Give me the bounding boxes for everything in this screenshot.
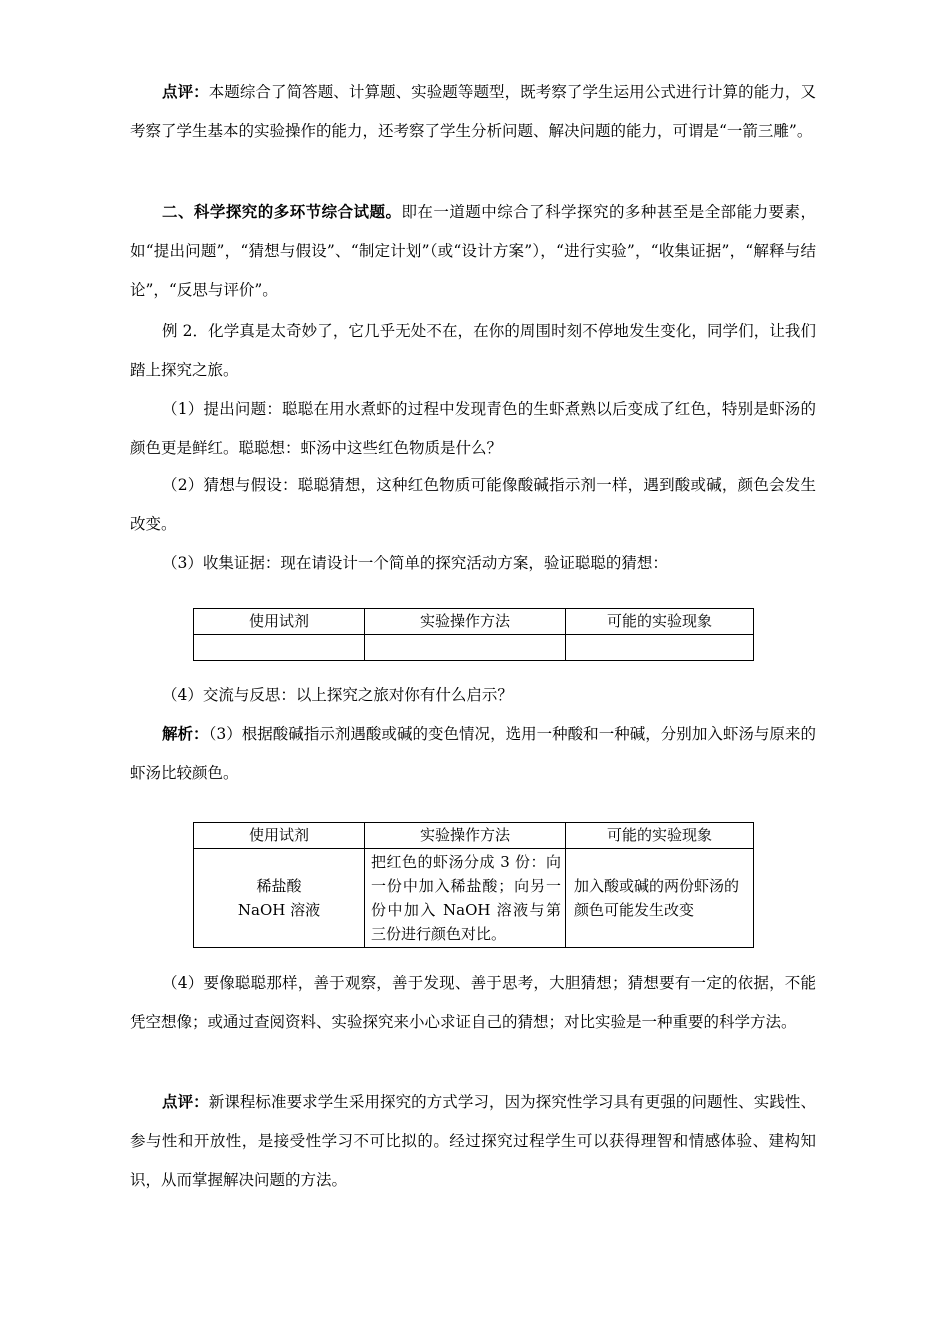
method-cell: 把红色的虾汤分成 3 份：向一份中加入稀盐酸；向另一份中加入 NaOH 溶液与第三份进行颜色对比。 [365, 849, 566, 948]
blank-answer-table [193, 608, 754, 661]
section-two-paragraph [130, 192, 816, 310]
reagent-cell [194, 849, 365, 948]
table-blank-row [194, 635, 754, 661]
comment-paragraph-1 [130, 72, 816, 151]
reagent-acid: 稀盐酸 [256, 877, 302, 895]
header-method: 实验操作方法 [365, 823, 566, 849]
table-row [194, 849, 754, 948]
comment-text: 本题综合了简答题、计算题、实验题等题型，既考察了学生运用公式进行计算的能力，又考察了学生基本的实验操作的能力，还考察了学生分析问题、解决问题的能力，可谓是“一箭三雕”。 [130, 83, 816, 140]
analysis-label: 解析： [162, 724, 209, 743]
header-phenomenon: 可能的实验现象 [566, 823, 754, 849]
comment-text: 新课程标准要求学生采用探究的方式学习，因为探究性学习具有更强的问题性、实践性、参与性和开放性，是接受性学习不可比拟的。经过探究过程学生可以获得理智和情感体验、建构知识，从而掌握解决问题的方法。 [130, 1093, 816, 1189]
section-text: 即在一道题中综合了科学探究的多种甚至是全部能力要素，如“提出问题”，“猜想与假设”、“制定计划”（或“设计方案”），“进行实验”，“收集证据”，“解释与结论”，“反思与评价”。 [130, 203, 816, 299]
header-method: 实验操作方法 [365, 609, 566, 635]
analysis-paragraph [130, 714, 816, 793]
question-2: （2）猜想与假设：聪聪猜想，这种红色物质可能像酸碱指示剂一样，遇到酸或碱，颜色会发生改变。 [130, 476, 816, 533]
header-phenomenon: 可能的实验现象 [566, 609, 754, 635]
section-heading: 二、科学探究的多环节综合试题。 [162, 202, 402, 221]
question-1: （1）提出问题：聪聪在用水煮虾的过程中发现青色的生虾煮熟以后变成了红色，特别是虾汤的颜色更是鲜红。聪聪想：虾汤中这些红色物质是什么？ [130, 400, 816, 457]
comment-paragraph-2 [130, 1082, 816, 1200]
example-2-intro: 例 2．化学真是太奇妙了，它几乎无处不在，在你的周围时刻不停地发生变化，同学们，让我们踏上探究之旅。 [130, 322, 816, 379]
reagent-base: NaOH 溶液 [237, 901, 321, 919]
blank-cell [365, 635, 566, 661]
question-4: （4）交流与反思：以上探究之旅对你有什么启示？ [162, 686, 513, 704]
answer-table [193, 822, 754, 948]
header-reagent: 使用试剂 [194, 823, 365, 849]
header-reagent: 使用试剂 [194, 609, 365, 635]
question-3: （3）收集证据：现在请设计一个简单的探究活动方案，验证聪聪的猜想： [162, 554, 668, 572]
comment-label: 点评： [162, 82, 209, 101]
table-header-row [194, 609, 754, 635]
analysis-text: （3）根据酸碱指示剂遇酸或碱的变色情况，选用一种酸和一种碱，分别加入虾汤与原来的虾汤比较颜色。 [130, 725, 816, 782]
answer-4-paragraph: （4）要像聪聪那样，善于观察，善于发现、善于思考，大胆猜想；猜想要有一定的依据，不能凭空想像；或通过查阅资料、实验探究来小心求证自己的猜想；对比实验是一种重要的科学方法。 [130, 974, 816, 1031]
table-header-row [194, 823, 754, 849]
comment-label: 点评： [162, 1092, 209, 1111]
blank-cell [566, 635, 754, 661]
blank-cell [194, 635, 365, 661]
phenomenon-cell: 加入酸或碱的两份虾汤的颜色可能发生改变 [566, 849, 754, 948]
